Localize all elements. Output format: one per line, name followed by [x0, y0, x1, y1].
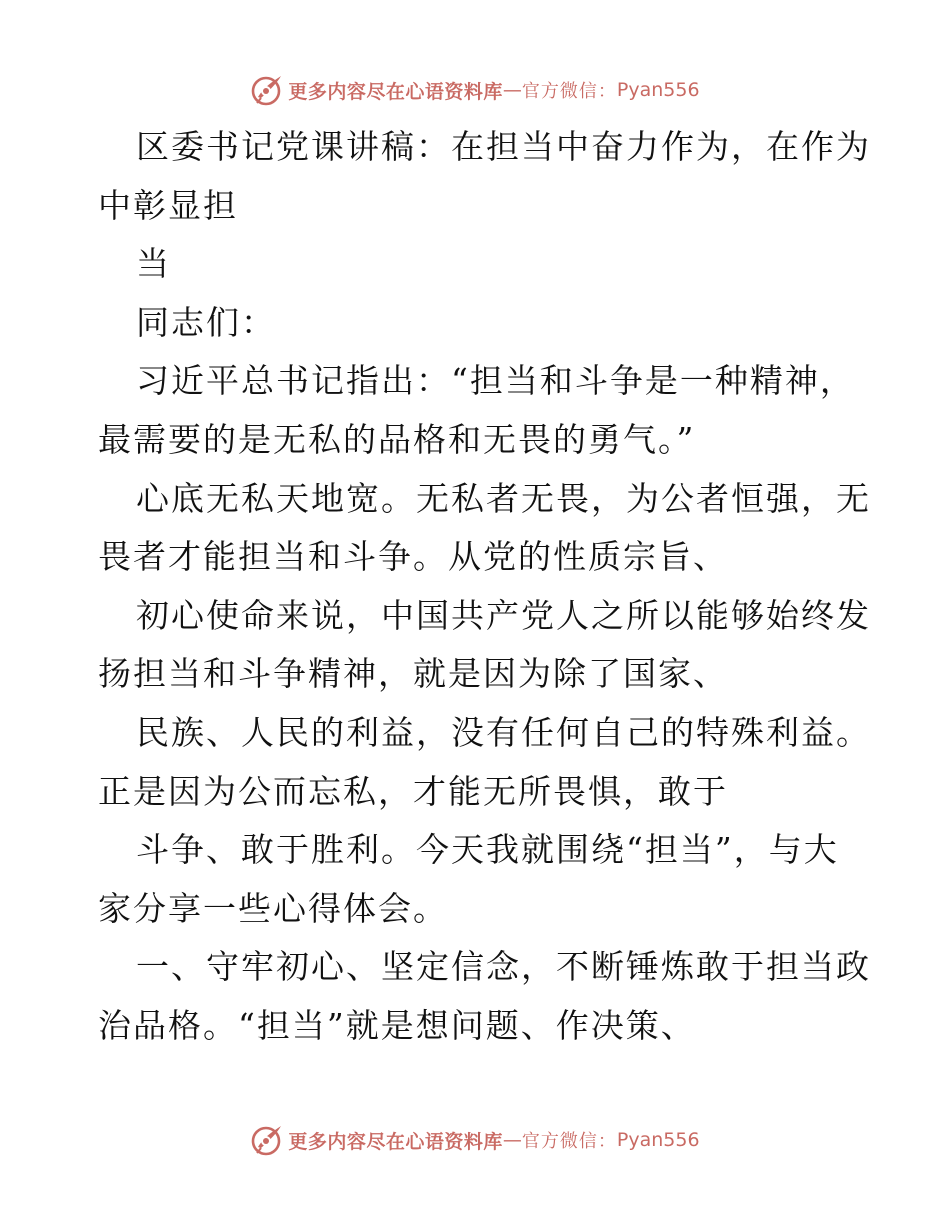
document-title-line-1: 区委书记党课讲稿：在担当中奋力作为，在作为	[136, 127, 871, 166]
header-watermark-banner	[0, 70, 950, 110]
paragraph-line: 初心使命来说，中国共产党人之所以能够始终发	[136, 595, 871, 635]
banner-brand-text: 更多内容尽在心语资料库	[288, 1130, 503, 1153]
paragraph-line: 畏者才能担当和斗争。从党的性质宗旨、	[98, 537, 728, 577]
paragraph-line: 家分享一些心得体会。	[98, 888, 448, 928]
banner-wechat-label: 官方微信：	[521, 1131, 617, 1152]
banner-brand-text: 更多内容尽在心语资料库	[288, 80, 503, 103]
quill-pen-logo-icon	[250, 73, 284, 107]
paragraph-line: 民族、人民的利益，没有任何自己的特殊利益。	[136, 712, 871, 752]
document-title-line-2: 中彰显担	[98, 185, 238, 225]
banner-wechat-label: 官方微信：	[521, 81, 617, 102]
banner-dash: —	[502, 79, 522, 101]
paragraph-line: 扬担当和斗争精神，就是因为除了国家、	[98, 654, 728, 694]
footer-watermark-banner	[0, 1120, 950, 1160]
banner-dash: —	[502, 1129, 522, 1151]
banner-wechat-id: Pyan556	[616, 79, 700, 101]
salutation: 同志们：	[136, 302, 276, 342]
paragraph-line: 正是因为公而忘私，才能无所畏惧，敢于	[98, 771, 728, 811]
paragraph-line: 最需要的是无私的品格和无畏的勇气。”	[98, 419, 696, 459]
paragraph-line: 斗争、敢于胜利。今天我就围绕“担当”，与大	[136, 830, 839, 870]
paragraph-line: 习近平总书记指出：“担当和斗争是一种精神，	[136, 361, 855, 401]
paragraph-line: 治品格。“担当”就是想问题、作决策、	[98, 1005, 696, 1045]
banner-wechat-id: Pyan556	[616, 1129, 700, 1151]
section-heading-line: 一、守牢初心、坚定信念，不断锤炼敢于担当政	[136, 947, 871, 987]
document-title-line-3: 当	[136, 244, 171, 284]
quill-pen-logo-icon	[250, 1123, 284, 1157]
document-body	[98, 118, 871, 1056]
paragraph-line: 心底无私天地宽。无私者无畏，为公者恒强，无	[136, 478, 871, 518]
